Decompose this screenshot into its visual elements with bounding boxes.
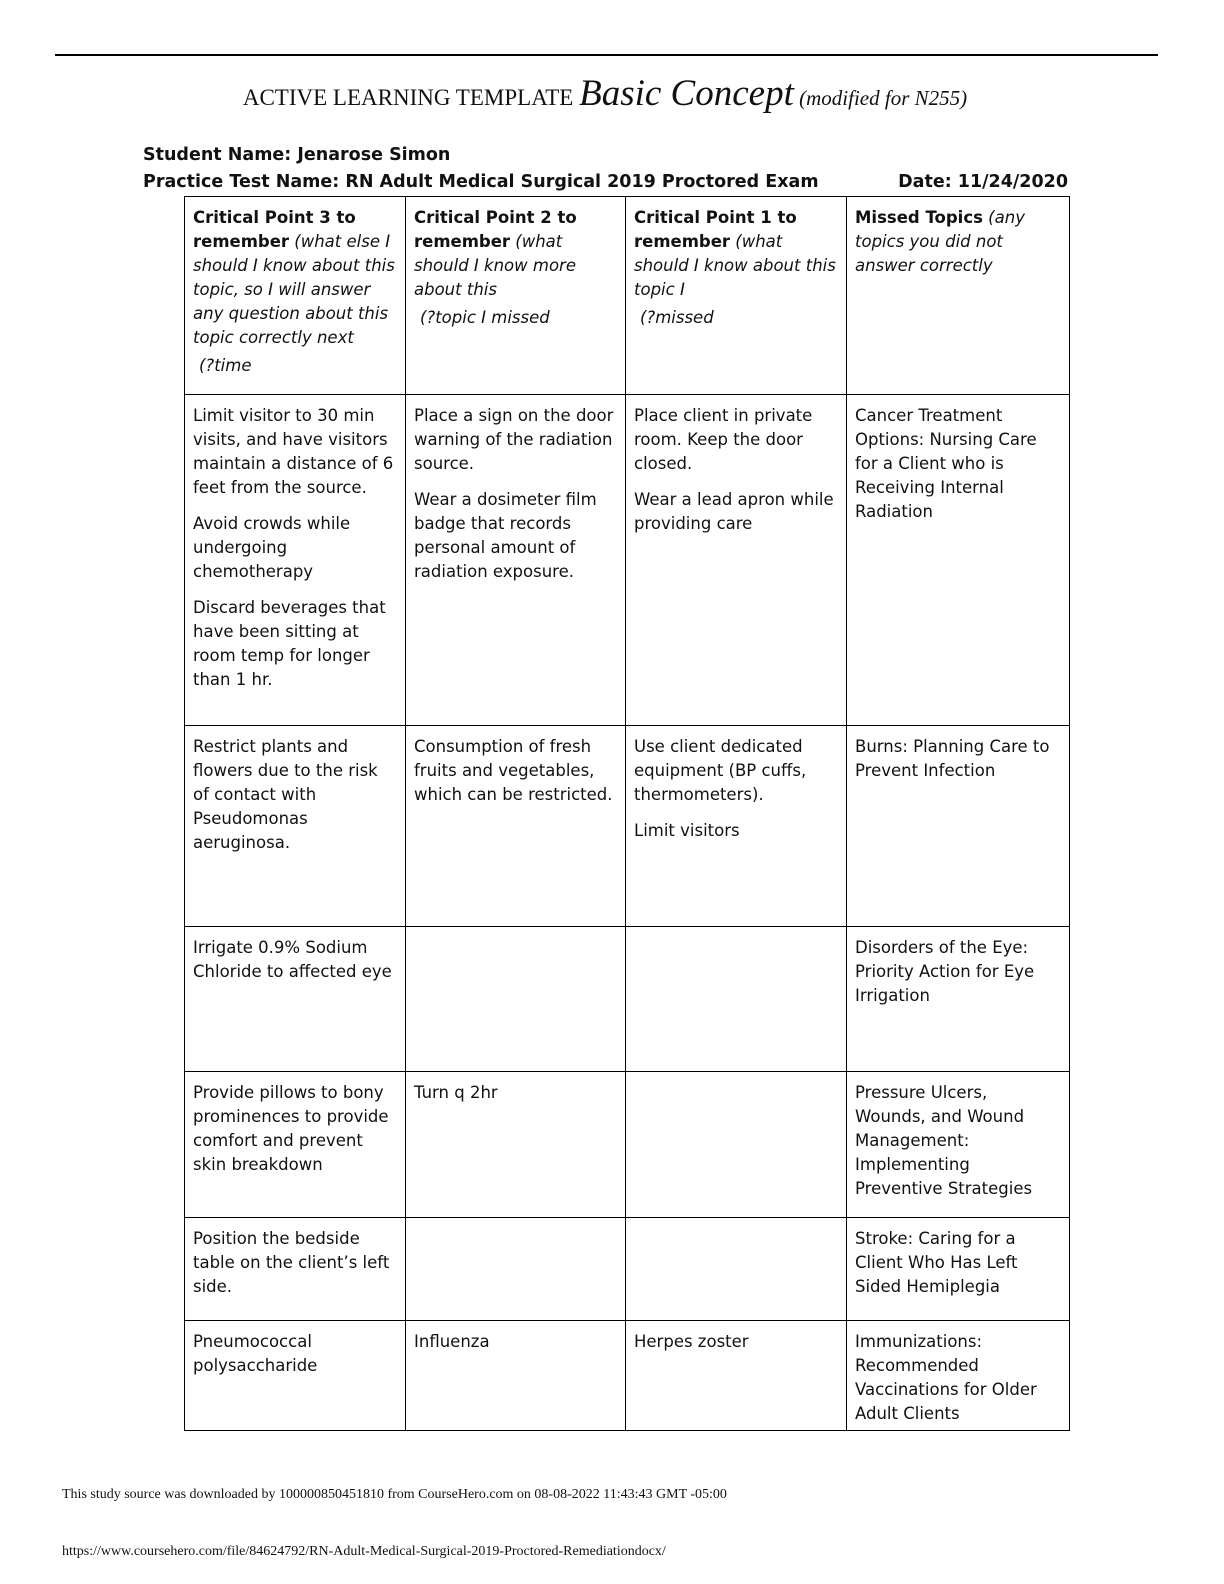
title-suffix: (modified for N255) — [793, 86, 968, 110]
cell-critical-point-1 — [626, 395, 847, 726]
cell-critical-point-1 — [626, 1321, 847, 1431]
table-row — [185, 927, 1070, 1072]
cell-text: Limit visitors — [634, 821, 740, 840]
cell-critical-point-2 — [406, 927, 626, 1072]
practice-test-name: Practice Test Name: RN Adult Medical Surgical 2019 Proctored Exam — [143, 172, 819, 192]
header-label: Critical Point 2 to remember — [414, 208, 577, 251]
cell-text: Discard beverages that have been sitting at room temp for longer than 1 hr. — [193, 598, 386, 689]
top-rule — [55, 54, 1158, 56]
cell-text: Wear a dosimeter film badge that records personal amount of radiation exposure. — [414, 490, 597, 581]
header-tail: (?topic I missed — [420, 308, 550, 327]
cell-text: Restrict plants and flowers due to the risk of contact with Pseudomonas aeruginosa. — [193, 737, 378, 852]
title-prefix: ACTIVE LEARNING TEMPLATE — [242, 85, 580, 110]
header-hint: (any topics you did not answer correctly — [855, 208, 1025, 275]
cell-missed-topic — [847, 1218, 1070, 1321]
cell-critical-point-3 — [185, 1218, 406, 1321]
table-row — [185, 395, 1070, 726]
cell-missed-topic — [847, 726, 1070, 927]
cell-critical-point-3 — [185, 927, 406, 1072]
header-label: Critical Point 3 to remember — [193, 208, 356, 251]
cell-missed-topic — [847, 1072, 1070, 1218]
cell-text: Limit visitor to 30 min visits, and have visitors maintain a distance of 6 feet from the source. — [193, 406, 394, 497]
cell-critical-point-1 — [626, 927, 847, 1072]
header-hint: (what should I know more about this — [414, 232, 576, 299]
cell-text: Consumption of fresh fruits and vegetables, which can be restricted. — [414, 737, 613, 804]
download-notice: This study source was downloaded by 100000850451810 from CourseHero.com on 08-08-2022 11:43:43 GMT -05:00 — [62, 1487, 727, 1502]
cell-text: Wear a lead apron while providing care — [634, 490, 834, 533]
cell-text: Irrigate 0.9% Sodium Chloride to affected eye — [193, 938, 392, 981]
exam-date: Date: 11/24/2020 — [898, 172, 1068, 192]
header-critical-point-2 — [406, 197, 626, 395]
title-main: Basic Concept — [579, 73, 794, 114]
table-row — [185, 726, 1070, 927]
cell-critical-point-3 — [185, 726, 406, 927]
cell-critical-point-2 — [406, 395, 626, 726]
cell-critical-point-1 — [626, 726, 847, 927]
header-row — [185, 197, 1070, 395]
cell-text: Cancer Treatment Options: Nursing Care for a Client who is Receiving Internal Radiation — [855, 406, 1037, 521]
table-row — [185, 1072, 1070, 1218]
cell-critical-point-3 — [185, 1072, 406, 1218]
cell-text: Turn q 2hr — [414, 1083, 498, 1102]
cell-critical-point-1 — [626, 1218, 847, 1321]
cell-text: Place a sign on the door warning of the radiation source. — [414, 406, 614, 473]
cell-critical-point-3 — [185, 395, 406, 726]
cell-critical-point-2 — [406, 726, 626, 927]
cell-text: Provide pillows to bony prominences to provide comfort and prevent skin breakdown — [193, 1083, 389, 1174]
cell-critical-point-3 — [185, 1321, 406, 1431]
cell-missed-topic — [847, 927, 1070, 1072]
cell-text: Place client in private room. Keep the door closed. — [634, 406, 813, 473]
cell-critical-point-1 — [626, 1072, 847, 1218]
remediation-table — [184, 196, 1070, 1431]
cell-text: Influenza — [414, 1332, 490, 1351]
header-missed-topics — [847, 197, 1070, 395]
cell-text: Disorders of the Eye: Priority Action for Eye Irrigation — [855, 938, 1035, 1005]
header-label: Critical Point 1 to remember — [634, 208, 797, 251]
document-title — [0, 72, 1210, 115]
cell-critical-point-2 — [406, 1321, 626, 1431]
student-name: Student Name: Jenarose Simon — [143, 145, 451, 165]
header-tail: (?time — [199, 356, 252, 375]
cell-missed-topic — [847, 395, 1070, 726]
header-critical-point-1 — [626, 197, 847, 395]
cell-text: Herpes zoster — [634, 1332, 749, 1351]
cell-critical-point-2 — [406, 1218, 626, 1321]
header-hint: (what should I know about this topic I — [634, 232, 836, 299]
header-critical-point-3 — [185, 197, 406, 395]
header-label: Missed Topics — [855, 208, 983, 227]
cell-text: Immunizations: Recommended Vaccinations for Older Adult Clients — [855, 1332, 1037, 1423]
cell-text: Use client dedicated equipment (BP cuffs, thermometers). — [634, 737, 807, 804]
cell-text: Position the bedside table on the client’s left side. — [193, 1229, 390, 1296]
cell-text: Avoid crowds while undergoing chemotherapy — [193, 514, 351, 581]
cell-text: Burns: Planning Care to Prevent Infection — [855, 737, 1050, 780]
source-url[interactable]: https://www.coursehero.com/file/84624792/RN-Adult-Medical-Surgical-2019-Proctored-Remediationdocx/ — [62, 1544, 666, 1559]
cell-text: Stroke: Caring for a Client Who Has Left Sided Hemiplegia — [855, 1229, 1018, 1296]
cell-missed-topic — [847, 1321, 1070, 1431]
table-row — [185, 1321, 1070, 1431]
table-row — [185, 1218, 1070, 1321]
cell-text: Pressure Ulcers, Wounds, and Wound Management: Implementing Preventive Strategies — [855, 1083, 1033, 1198]
cell-text: Pneumococcal polysaccharide — [193, 1332, 318, 1375]
header-hint: (what else I should I know about this topic, so I will answer any question about this topic correctly next — [193, 232, 395, 347]
header-tail: (?missed — [640, 308, 714, 327]
cell-critical-point-2 — [406, 1072, 626, 1218]
